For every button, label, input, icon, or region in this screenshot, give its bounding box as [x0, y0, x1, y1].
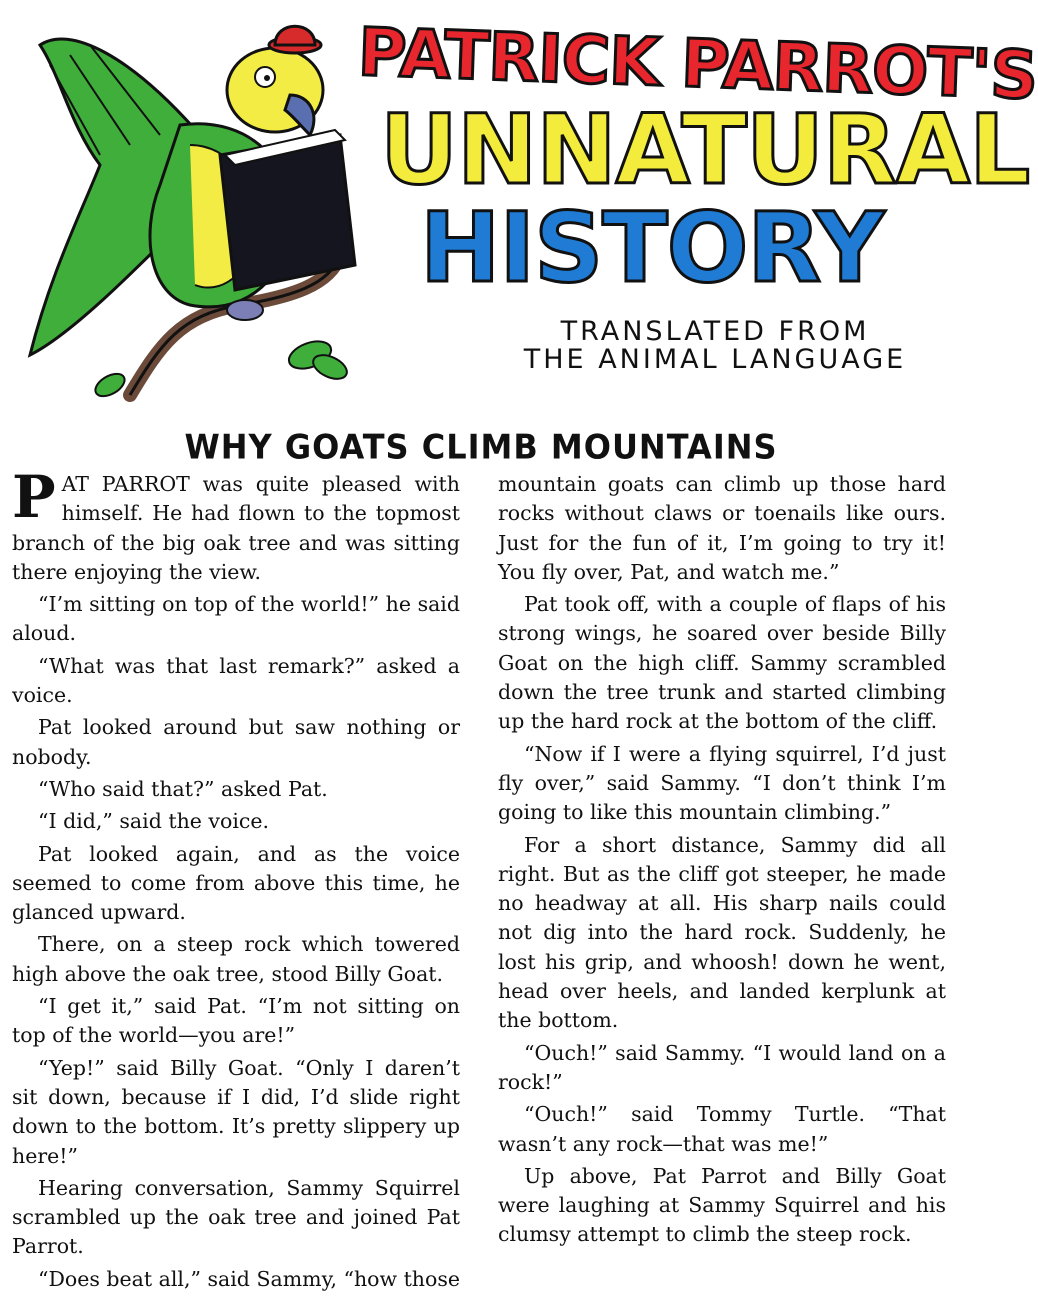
drop-cap: P	[12, 463, 56, 531]
paragraph	[12, 463, 460, 587]
story-title: WHY GOATS CLIMB MOUNTAINS	[184, 427, 778, 467]
paragraph: “What was that last remark?” asked a voice.	[12, 653, 460, 708]
paragraph: “I did,” said the voice.	[38, 809, 270, 834]
paragraph: “Now if I were a flying squirrel, I’d just fly over,” said Sammy. “I don’t think I’m going to like this mountain climbing.”	[498, 741, 946, 825]
title-line-3: HISTORY	[420, 192, 884, 304]
paragraph: “Who said that?” asked Pat.	[38, 776, 328, 801]
subtitle	[495, 318, 935, 375]
series-title	[340, 13, 1038, 304]
paragraph: “Ouch!” said Tommy Turtle. “That wasn’t any rock—that was me!”	[498, 1102, 946, 1156]
paragraph: “Ouch!” said Sammy. “I would land on a rock!”	[498, 1040, 946, 1094]
paragraph: Pat looked around but saw nothing or nobody.	[12, 715, 460, 769]
title-line-2: UNNATURAL	[380, 94, 1030, 206]
paragraph: mountain goats can climb up those hard rocks without claws or toenails like ours. Just for the fun of it, I’m going to try it! You fly over, Pat, and watch me.”	[498, 472, 946, 584]
paragraph: Pat took off, with a couple of flaps of his strong wings, he soared over beside Billy Goat on the high cliff. Sammy scrambled down the tree trunk and started climbing up the hard rock at the bottom of the cliff.	[498, 592, 946, 734]
paragraph: “I get it,” said Pat. “I’m not sitting on top of the world—you are!”	[12, 994, 460, 1048]
title-line-1: PATRICK PARROT'S	[356, 13, 1038, 115]
subtitle-line-1: TRANSLATED FROM	[560, 316, 870, 347]
paragraph: “Does beat all,” said Sammy, “how those	[38, 1266, 461, 1291]
paragraph: Hearing conversation, Sammy Squirrel scrambled up the oak tree and joined Pat Parrot.	[12, 1175, 460, 1259]
paragraph-text: AT PARROT was quite pleased with himself. He had flown to the topmost branch of the big oak tree and was sitting there enjoying the view.	[12, 472, 460, 584]
paragraph: For a short distance, Sammy did all right. But as the cliff got steeper, he made no headway at all. His sharp nails could not dig into the hard rock. Suddenly, he lost his grip, and whoosh! down he went, head over heels, and landed kerplunk at the bottom.	[498, 832, 946, 1033]
header-banner	[0, 0, 1038, 410]
paragraph: Up above, Pat Parrot and Billy Goat were laughing at Sammy Squirrel and his clumsy attempt to climb the steep rock.	[498, 1163, 946, 1247]
paragraph: There, on a steep rock which towered high above the oak tree, stood Billy Goat.	[12, 932, 460, 986]
parrot-reading-book-icon	[10, 15, 390, 405]
subtitle-line-2: THE ANIMAL LANGUAGE	[523, 344, 907, 376]
paragraph: Pat looked again, and as the voice seemed to come from above this time, he glanced upward.	[12, 841, 460, 925]
paragraph: “Yep!” said Billy Goat. “Only I daren’t sit down, because if I did, I’d slide right down to the bottom. It’s pretty slippery up here!”	[12, 1055, 460, 1168]
left-column	[12, 463, 461, 1297]
right-column	[498, 470, 946, 1253]
paragraph: “I’m sitting on top of the world!” he said aloud.	[12, 592, 460, 646]
